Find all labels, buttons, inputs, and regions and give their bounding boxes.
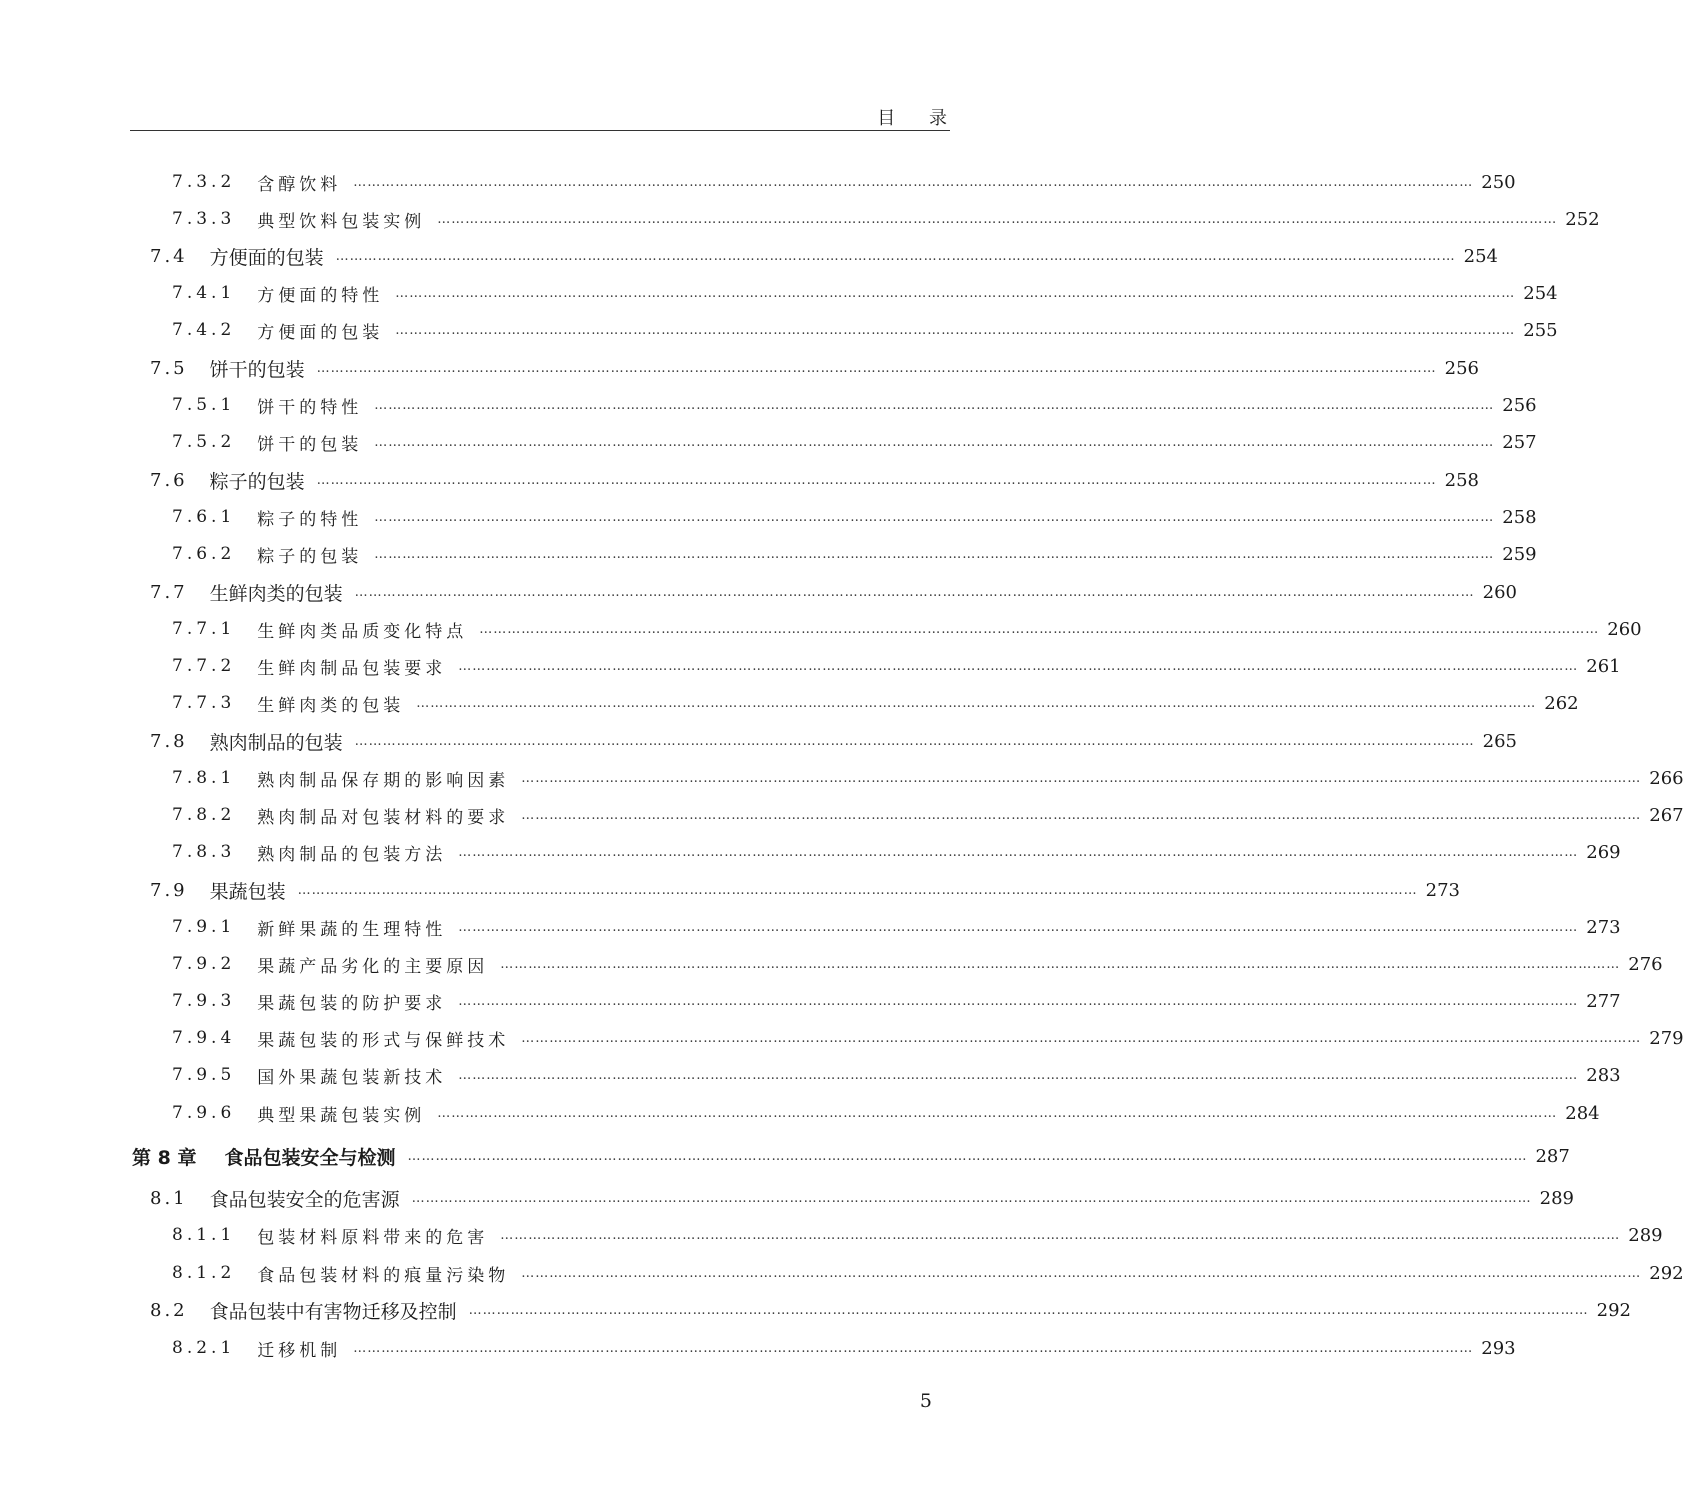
toc-entry-page: 289 (1539, 1187, 1575, 1209)
toc-entry-page: 277 (1586, 990, 1621, 1012)
toc-entry-title: 典型果蔬包装实例 (257, 1105, 426, 1126)
toc-entry-page: 254 (1523, 282, 1558, 304)
toc-entry-title: 生鲜肉类品质变化特点 (257, 621, 468, 642)
toc-entry[interactable] (0, 501, 1537, 533)
toc-entry-number: 7.6 (150, 469, 188, 491)
toc-entry[interactable] (0, 426, 1537, 458)
toc-entry-title: 方便面的特性 (257, 285, 384, 306)
toc-entry[interactable] (0, 352, 1480, 384)
toc-leader-dots: …………………………………………………………………………………………………………………………………………………………………………………………………………………… (353, 1340, 1474, 1356)
toc-entry-page: 293 (1481, 1337, 1516, 1359)
toc-entry-title: 食品包装安全的危害源 (209, 1188, 400, 1211)
toc-entry-number: 7.6.1 (172, 507, 236, 527)
toc-entry-page: 258 (1502, 506, 1537, 528)
toc-entry[interactable] (0, 277, 1558, 309)
toc-entry-page: 276 (1628, 953, 1663, 975)
toc-entry[interactable] (0, 613, 1642, 645)
toc-entry-title: 典型饮料包装实例 (257, 211, 426, 232)
toc-entry-number: 7.8.1 (172, 768, 236, 788)
toc-leader-dots: …………………………………………………………………………………………………………………………………………………………………………………………………………………… (374, 397, 1495, 413)
toc-leader-dots: …………………………………………………………………………………………………………………………………………………………………………………………………………………… (458, 919, 1579, 935)
toc-entry-page: 283 (1586, 1064, 1621, 1086)
toc-entry-title: 饼干的包装 (257, 434, 363, 455)
toc-entry-title: 熟肉制品的包装 (209, 731, 343, 754)
toc-entry-number: 7.9.4 (172, 1028, 236, 1048)
toc-entry-title: 食品包装安全与检测 (224, 1146, 396, 1169)
toc-leader-dots: …………………………………………………………………………………………………………………………………………………………………………………………………………………… (407, 1148, 1528, 1164)
toc-entry-page: 256 (1444, 357, 1480, 379)
toc-entry-number: 7.4.1 (172, 283, 236, 303)
toc-entry[interactable] (0, 1140, 1570, 1172)
toc-leader-dots: …………………………………………………………………………………………………………………………………………………………………………………………………………………… (374, 546, 1495, 562)
toc-entry-title: 果蔬产品劣化的主要原因 (257, 956, 489, 977)
toc-entry-page: 259 (1502, 543, 1537, 565)
toc-entry-title: 生鲜肉类的包装 (257, 695, 405, 716)
toc-entry-number: 7.9.1 (172, 917, 236, 937)
toc-entry-page: 256 (1502, 394, 1537, 416)
toc-entry-page: 273 (1586, 916, 1621, 938)
toc-leader-dots: …………………………………………………………………………………………………………………………………………………………………………………………………………………… (335, 248, 1456, 264)
toc-entry-number: 7.7.3 (172, 693, 236, 713)
toc-entry-page: 265 (1482, 730, 1518, 752)
toc-entry-number: 7.6.2 (172, 544, 236, 564)
toc-leader-dots: …………………………………………………………………………………………………………………………………………………………………………………………………………………… (521, 770, 1642, 786)
toc-entry-page: 269 (1586, 841, 1621, 863)
toc-leader-dots: …………………………………………………………………………………………………………………………………………………………………………………………………………………… (353, 174, 1474, 190)
toc-entry[interactable] (0, 687, 1579, 719)
toc-entry-number: 7.4 (150, 245, 188, 267)
header-rule (130, 130, 950, 131)
toc-entry-number: 7.8.2 (172, 805, 236, 825)
toc-leader-dots: …………………………………………………………………………………………………………………………………………………………………………………………………………………… (521, 807, 1642, 823)
toc-entry-number: 7.9.2 (172, 954, 236, 974)
toc-entry[interactable] (0, 650, 1621, 682)
toc-entry[interactable] (0, 203, 1600, 235)
toc-leader-dots: …………………………………………………………………………………………………………………………………………………………………………………………………………………… (479, 621, 1600, 637)
toc-entry[interactable] (0, 948, 1663, 980)
toc-entry-title: 熟肉制品对包装材料的要求 (257, 807, 510, 828)
toc-entry[interactable] (0, 314, 1558, 346)
toc-entry-title: 果蔬包装 (209, 880, 286, 903)
toc-leader-dots: …………………………………………………………………………………………………………………………………………………………………………………………………………………… (500, 1227, 1621, 1243)
toc-leader-dots: …………………………………………………………………………………………………………………………………………………………………………………………………………………… (316, 360, 1437, 376)
toc-entry-title: 生鲜肉制品包装要求 (257, 658, 447, 679)
toc-entry-number: 7.8 (150, 730, 188, 752)
page-number: 5 (919, 1390, 932, 1412)
toc-leader-dots: …………………………………………………………………………………………………………………………………………………………………………………………………………………… (458, 1067, 1579, 1083)
toc-leader-dots: …………………………………………………………………………………………………………………………………………………………………………………………………………………… (437, 211, 1558, 227)
toc-leader-dots: …………………………………………………………………………………………………………………………………………………………………………………………………………………… (395, 285, 1516, 301)
toc-entry[interactable] (0, 1059, 1621, 1091)
toc-leader-dots: …………………………………………………………………………………………………………………………………………………………………………………………………………………… (437, 1105, 1558, 1121)
toc-leader-dots: …………………………………………………………………………………………………………………………………………………………………………………………………………………… (521, 1265, 1642, 1281)
toc-entry-title: 粽子的特性 (257, 509, 363, 530)
toc-leader-dots: …………………………………………………………………………………………………………………………………………………………………………………………………………………… (374, 434, 1495, 450)
toc-entry-page: 292 (1596, 1299, 1632, 1321)
toc-entry-number: 7.5 (150, 357, 188, 379)
toc-entry-number: 7.3.2 (172, 172, 236, 192)
toc-entry-number: 7.8.3 (172, 842, 236, 862)
toc-entry-page: 255 (1523, 319, 1558, 341)
toc-entry[interactable] (0, 725, 1518, 757)
toc-entry[interactable] (0, 1097, 1600, 1129)
toc-entry[interactable] (0, 576, 1518, 608)
toc-entry[interactable] (0, 799, 1684, 831)
toc-entry-number: 8.2.1 (172, 1338, 236, 1358)
toc-entry-title: 果蔬包装的形式与保鲜技术 (257, 1030, 510, 1051)
toc-entry-page: 250 (1481, 171, 1516, 193)
toc-entry-title: 方便面的包装 (257, 322, 384, 343)
toc-entry-number: 7.3.3 (172, 209, 236, 229)
toc-entry-page: 287 (1535, 1145, 1570, 1167)
toc-entry-page: 258 (1444, 469, 1480, 491)
toc-entry-title: 饼干的特性 (257, 397, 363, 418)
toc-entry[interactable] (0, 911, 1621, 943)
toc-entry[interactable] (0, 762, 1684, 794)
toc-entry[interactable] (0, 1332, 1516, 1364)
toc-entry-title: 熟肉制品保存期的影响因素 (257, 770, 510, 791)
toc-entry[interactable] (0, 836, 1621, 868)
toc-leader-dots: …………………………………………………………………………………………………………………………………………………………………………………………………………………… (395, 322, 1516, 338)
toc-entry-number: 7.5.2 (172, 432, 236, 452)
page-header-title: 目 录 (877, 108, 961, 129)
toc-leader-dots: …………………………………………………………………………………………………………………………………………………………………………………………………………………… (458, 993, 1579, 1009)
toc-entry[interactable] (0, 1182, 1575, 1214)
toc-entry-number: 7.9.5 (172, 1065, 236, 1085)
toc-entry-title: 饼干的包装 (209, 358, 305, 381)
toc-entry-title: 粽子的包装 (257, 546, 363, 567)
toc-entry-title: 粽子的包装 (209, 470, 305, 493)
toc-entry[interactable] (0, 985, 1621, 1017)
toc-entry-title: 食品包装材料的痕量污染物 (257, 1265, 510, 1286)
toc-leader-dots: …………………………………………………………………………………………………………………………………………………………………………………………………………………… (316, 472, 1437, 488)
toc-entry-page: 262 (1544, 692, 1579, 714)
toc-entry-number: 第 8 章 (132, 1146, 197, 1169)
toc-entry-number: 7.7.2 (172, 656, 236, 676)
toc-leader-dots: …………………………………………………………………………………………………………………………………………………………………………………………………………………… (354, 733, 1475, 749)
toc-leader-dots: …………………………………………………………………………………………………………………………………………………………………………………………………………………… (374, 509, 1495, 525)
toc-leader-dots: …………………………………………………………………………………………………………………………………………………………………………………………………………………… (500, 956, 1621, 972)
toc-entry-page: 260 (1482, 581, 1518, 603)
toc-entry-number: 8.1 (150, 1187, 188, 1209)
toc-entry[interactable] (0, 240, 1499, 272)
toc-entry-page: 273 (1425, 879, 1461, 901)
toc-entry-page: 289 (1628, 1224, 1663, 1246)
toc-leader-dots: …………………………………………………………………………………………………………………………………………………………………………………………………………………… (416, 695, 1537, 711)
toc-leader-dots: …………………………………………………………………………………………………………………………………………………………………………………………………………………… (458, 844, 1579, 860)
toc-entry-number: 8.1.2 (172, 1263, 236, 1283)
toc-entry-number: 7.9.3 (172, 991, 236, 1011)
toc-entry[interactable] (0, 389, 1537, 421)
toc-entry-number: 7.7 (150, 581, 188, 603)
toc-entry[interactable] (0, 1294, 1632, 1326)
toc-entry-title: 生鲜肉类的包装 (209, 582, 343, 605)
toc-leader-dots: …………………………………………………………………………………………………………………………………………………………………………………………………………………… (468, 1302, 1589, 1318)
toc-leader-dots: …………………………………………………………………………………………………………………………………………………………………………………………………………………… (411, 1190, 1532, 1206)
toc-entry-title: 新鲜果蔬的生理特性 (257, 919, 447, 940)
toc-entry-number: 7.9 (150, 879, 188, 901)
toc-entry-page: 261 (1586, 655, 1621, 677)
toc-leader-dots: …………………………………………………………………………………………………………………………………………………………………………………………………………………… (458, 658, 1579, 674)
toc-entry[interactable] (0, 538, 1537, 570)
toc-entry[interactable] (0, 1022, 1684, 1054)
toc-entry-page: 266 (1649, 767, 1684, 789)
toc-entry-title: 果蔬包装的防护要求 (257, 993, 447, 1014)
toc-entry-page: 284 (1565, 1102, 1600, 1124)
toc-entry[interactable] (0, 166, 1516, 198)
toc-entry-title: 国外果蔬包装新技术 (257, 1067, 447, 1088)
toc-entry[interactable] (0, 1257, 1684, 1289)
toc-entry-page: 292 (1649, 1262, 1684, 1284)
toc-entry-title: 包装材料原料带来的危害 (257, 1227, 489, 1248)
toc-entry-number: 7.9.6 (172, 1103, 236, 1123)
toc-entry-title: 迁移机制 (257, 1340, 342, 1361)
toc-entry-title: 熟肉制品的包装方法 (257, 844, 447, 865)
toc-entry-title: 食品包装中有害物迁移及控制 (209, 1300, 457, 1323)
toc-entry-number: 7.4.2 (172, 320, 236, 340)
toc-entry-page: 260 (1607, 618, 1642, 640)
toc-entry-page: 254 (1463, 245, 1499, 267)
toc-entry-page: 279 (1649, 1027, 1684, 1049)
toc-leader-dots: …………………………………………………………………………………………………………………………………………………………………………………………………………………… (521, 1030, 1642, 1046)
toc-entry-title: 含醇饮料 (257, 174, 342, 195)
toc-entry-number: 7.5.1 (172, 395, 236, 415)
toc-entry[interactable] (0, 874, 1461, 906)
toc-leader-dots: …………………………………………………………………………………………………………………………………………………………………………………………………………………… (297, 882, 1418, 898)
toc-leader-dots: …………………………………………………………………………………………………………………………………………………………………………………………………………………… (354, 584, 1475, 600)
toc-entry-number: 7.7.1 (172, 619, 236, 639)
toc-entry-page: 257 (1502, 431, 1537, 453)
toc-entry-page: 267 (1649, 804, 1684, 826)
toc-entry[interactable] (0, 464, 1480, 496)
toc-entry[interactable] (0, 1219, 1663, 1251)
toc-entry-number: 8.1.1 (172, 1225, 236, 1245)
toc-entry-page: 252 (1565, 208, 1600, 230)
toc-entry-number: 8.2 (150, 1299, 188, 1321)
toc-entry-title: 方便面的包装 (209, 246, 324, 269)
